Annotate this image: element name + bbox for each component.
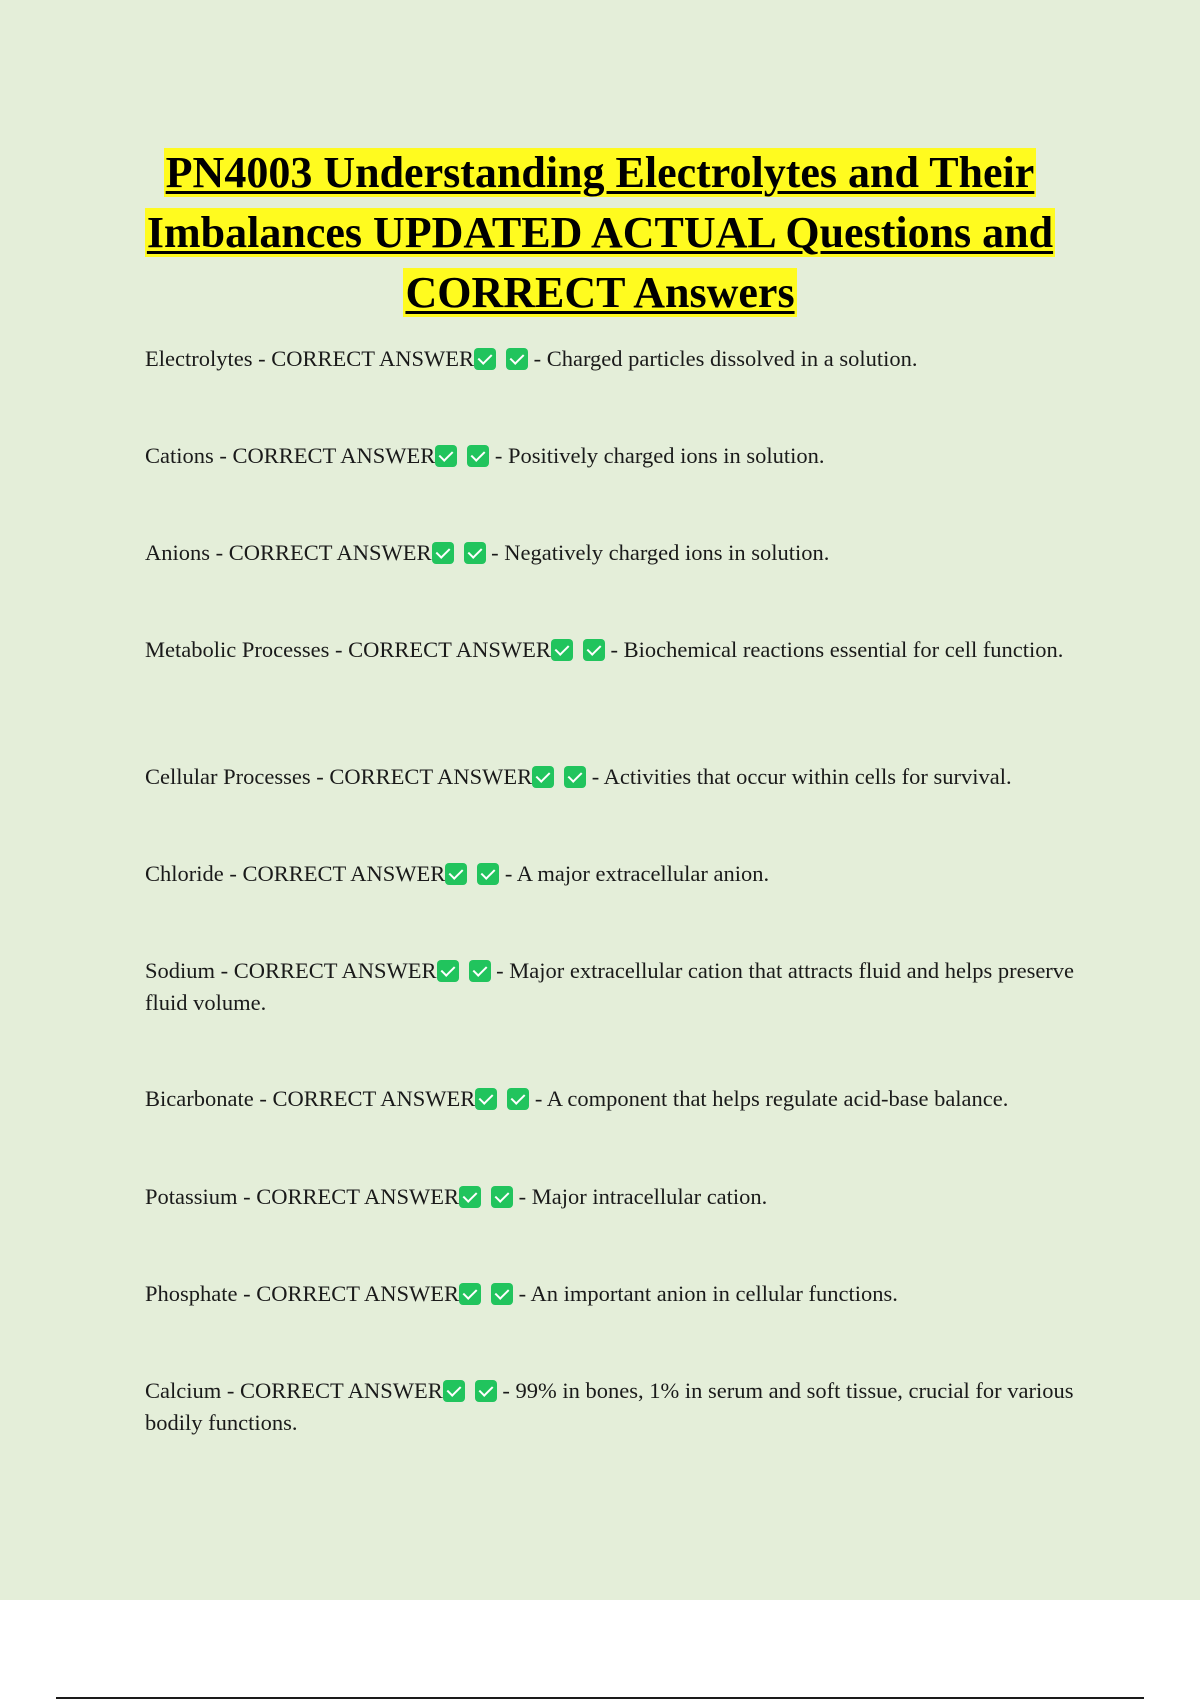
answer-label: CORRECT ANSWER [233, 958, 437, 983]
entry-term: Phosphate [145, 1281, 238, 1306]
entry-definition: - A component that helps regulate acid-base balance. [534, 1086, 1009, 1111]
entry-definition: - Positively charged ions in solution. [494, 443, 825, 468]
checkmark-icon [445, 863, 467, 885]
entry-term: Potassium [145, 1184, 238, 1209]
entry-separator: - [221, 1378, 240, 1403]
entry-separator: - [237, 1281, 257, 1306]
entry-term: Bicarbonate [145, 1086, 254, 1111]
qa-entry-chloride [145, 858, 1095, 890]
checkmark-icon [437, 960, 459, 982]
qa-entry-cellular-processes [145, 761, 1095, 793]
checkmark-icon [467, 445, 489, 467]
checkmark-icon [491, 1283, 513, 1305]
qa-entry-electrolytes [145, 343, 1095, 375]
entry-term: Cellular Processes [145, 764, 311, 789]
qa-entry-potassium [145, 1181, 1095, 1213]
entry-term: Chloride [145, 861, 224, 886]
document-title: PN4003 Understanding Electrolytes and Their Imbalances UPDATED ACTUAL Questions and CORRECT Answers [146, 148, 1054, 317]
entry-definition: - An important anion in cellular functions. [518, 1281, 898, 1306]
entry-definition: - Negatively charged ions in solution. [491, 540, 830, 565]
entry-separator: - [223, 861, 243, 886]
checkmark-icon [432, 542, 454, 564]
checkmark-icon [506, 348, 528, 370]
entry-term: Metabolic Processes [145, 637, 330, 662]
checkmark-icon [477, 863, 499, 885]
entry-separator: - [215, 958, 234, 983]
checkmark-icon [464, 542, 486, 564]
checkmark-icon [491, 1186, 513, 1208]
entry-definition: - Major intracellular cation. [518, 1184, 768, 1209]
checkmark-icon [532, 766, 554, 788]
checkmark-icon [507, 1088, 529, 1110]
checkmark-icon [459, 1186, 481, 1208]
entry-separator: - [310, 764, 330, 789]
title-block [100, 143, 1100, 323]
qa-entry-anions [145, 537, 1095, 569]
answer-label: CORRECT ANSWER [256, 1184, 460, 1209]
qa-entry-bicarbonate [145, 1083, 1095, 1115]
answer-label: CORRECT ANSWER [232, 443, 436, 468]
entry-definition: - Activities that occur within cells for survival. [591, 764, 1012, 789]
entry-term: Electrolytes [145, 346, 253, 371]
answer-label: CORRECT ANSWER [348, 637, 551, 662]
checkmark-icon [475, 1088, 497, 1110]
entry-term: Calcium [145, 1378, 222, 1403]
checkmark-icon [583, 639, 605, 661]
answer-label: CORRECT ANSWER [239, 1378, 443, 1403]
entry-separator: - [213, 443, 233, 468]
qa-entry-calcium [145, 1375, 1095, 1439]
entry-separator: - [329, 637, 349, 662]
entry-definition: - Charged particles dissolved in a solution. [533, 346, 918, 371]
checkmark-icon [551, 639, 573, 661]
answer-label: CORRECT ANSWER [271, 346, 474, 371]
answer-label: CORRECT ANSWER [329, 764, 533, 789]
qa-entry-phosphate [145, 1278, 1095, 1310]
checkmark-icon [435, 445, 457, 467]
checkmark-icon [564, 766, 586, 788]
answer-label: CORRECT ANSWER [272, 1086, 476, 1111]
entry-term: Anions [145, 540, 211, 565]
entry-definition: - 99% in bones, 1% in serum and soft tissue, crucial for various bodily functions. [145, 1378, 1074, 1435]
entry-term: Sodium [145, 958, 216, 983]
entry-separator: - [210, 540, 229, 565]
entry-separator: - [252, 346, 272, 371]
entry-term: Cations [145, 443, 214, 468]
answer-label: CORRECT ANSWER [256, 1281, 459, 1306]
answer-label: CORRECT ANSWER [242, 861, 446, 886]
answer-label: CORRECT ANSWER [228, 540, 432, 565]
entry-definition: - A major extracellular anion. [504, 861, 770, 886]
checkmark-icon [469, 960, 491, 982]
entry-definition: - Biochemical reactions essential for cell function. [610, 637, 1064, 662]
footer-divider [56, 1697, 1144, 1699]
entry-definition: - Major extracellular cation that attracts fluid and helps preserve fluid volume. [145, 958, 1075, 1015]
entry-separator: - [253, 1086, 273, 1111]
checkmark-icon [443, 1380, 465, 1402]
checkmark-icon [459, 1283, 481, 1305]
qa-entry-sodium [145, 955, 1095, 1019]
checkmark-icon [475, 1380, 497, 1402]
entry-separator: - [237, 1184, 257, 1209]
qa-entry-metabolic-processes [145, 634, 1095, 666]
checkmark-icon [474, 348, 496, 370]
qa-entry-cations [145, 440, 1095, 472]
